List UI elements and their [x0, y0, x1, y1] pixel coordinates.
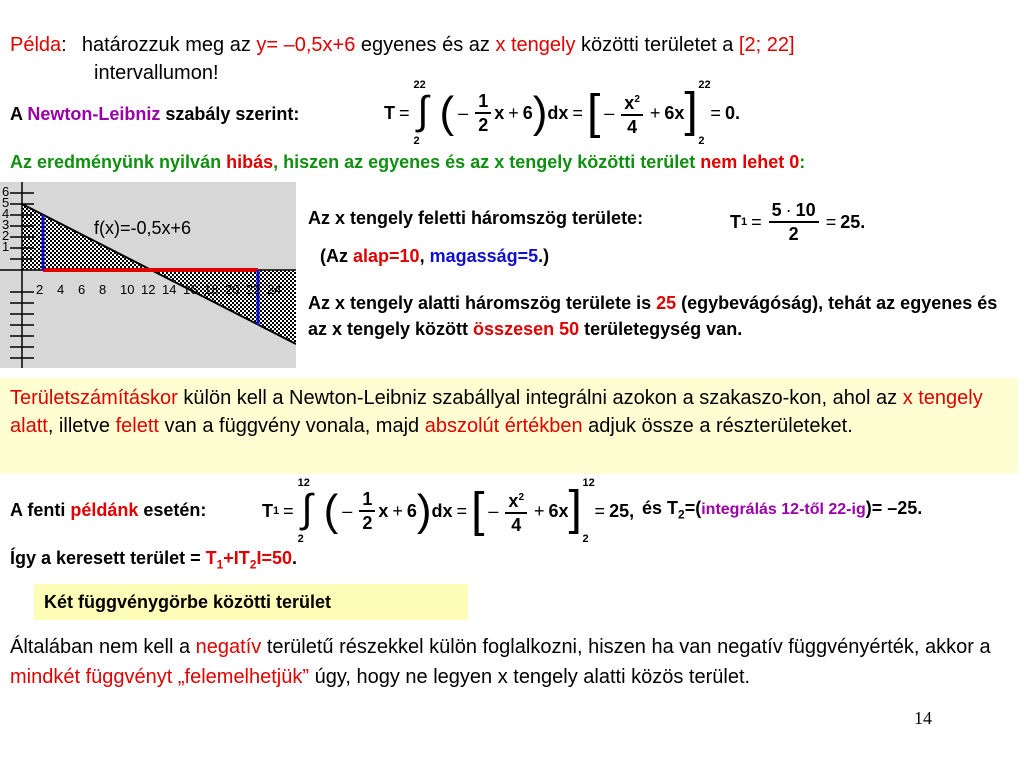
bh-close: .): [538, 246, 550, 266]
tb-t1: Az x tengely alatti háromszög területe is: [308, 293, 657, 313]
t2-close: )= –25.: [865, 498, 923, 518]
wrong-t2: , hiszen az egyenes és az x tengely közötti terület: [273, 152, 701, 172]
tb-25: 25: [656, 293, 677, 313]
intro-xaxis: x tengely: [495, 34, 576, 56]
intro-text-2: egyenes és az: [355, 34, 496, 56]
ex-pel: példánk: [70, 500, 139, 520]
y-tick: 5: [2, 195, 10, 210]
t2-line: [642, 498, 922, 522]
page-number: 14: [914, 708, 932, 728]
t2-eqopen: =(: [684, 498, 702, 518]
f2-x2-sup: 2: [518, 491, 524, 503]
f1-upper: 22: [413, 79, 426, 91]
result-line: [10, 548, 297, 572]
y-tick: 1: [2, 239, 10, 254]
x-tick-labels: [36, 282, 285, 297]
bh-alap: alap=10: [353, 246, 420, 266]
intro-line-1: [10, 34, 1020, 57]
f2-6x: 6x: [548, 500, 569, 521]
f2-result: 25,: [609, 500, 635, 521]
graph-func-label: f(x)=: [94, 218, 131, 238]
nl-rest: szabály szerint:: [160, 104, 300, 124]
section-title: Két függvénygörbe közötti terület: [34, 584, 468, 620]
t1-eq: =: [751, 211, 762, 232]
wrong-notzero: nem lehet 0: [700, 152, 800, 172]
f2-minus2: –: [488, 500, 499, 521]
f2-sub: 1: [273, 505, 280, 517]
nl-name: Newton-Leibniz: [27, 104, 161, 124]
f1-six: 6: [522, 102, 533, 123]
t2-sub: 2: [678, 507, 685, 522]
t1-num-b: 10: [795, 200, 816, 220]
f1-x: x: [494, 102, 505, 123]
graph-func-expr: -0,5x+6: [130, 218, 192, 238]
t1-frac: [769, 199, 819, 245]
note-w2: x tengely alatt: [10, 387, 983, 437]
gen-t2: területű részekkel külön foglalkozni, hiszen ha van negatív függvényérték, akkor a: [261, 636, 991, 658]
note-t1: külön kell a Newton-Leibniz szabállyal integrálni azokon a szakaszo-kon, ahol az: [177, 387, 903, 409]
res-end: I=50: [256, 548, 293, 568]
gen-t1: Általában nem kell a: [10, 636, 196, 658]
formula-2: T 1 = 12 ∫ 2 ( – $\frac{1}{2}$ x + 6 ) dx = [ – $\frac{x^2}{4}$ + 6x ] 12 2 = 25,: [262, 477, 635, 545]
t1-sub: 1: [741, 216, 748, 228]
res-T: T: [205, 548, 217, 568]
f1-eq: =: [399, 102, 410, 123]
f1-result: 0.: [724, 102, 740, 123]
intro-function: y= –0,5x+6: [256, 34, 356, 56]
x-tick: 24: [267, 282, 282, 297]
intro-interval: [2; 22]: [738, 34, 795, 56]
f2-x: x: [378, 500, 389, 521]
f2-x2-num: x: [508, 490, 519, 511]
res-mid: +IT: [223, 548, 250, 568]
f2-x2-den: 4: [511, 514, 522, 535]
note-w3: felett: [115, 415, 159, 437]
tb-t3: területegység van.: [579, 319, 743, 339]
f1-frac2: [621, 89, 643, 138]
f1-plus2: +: [649, 102, 661, 123]
f1-plus: +: [508, 102, 519, 123]
base-height-line: [320, 246, 549, 267]
res-s2: 2: [249, 557, 257, 572]
f1-x2-num: x: [624, 92, 635, 113]
f2-bracket-low: 2: [582, 533, 589, 545]
f2-dx: dx: [431, 500, 453, 521]
note-t3: van a függvény vonala, majd: [158, 415, 425, 437]
f2-eq2: =: [456, 500, 468, 521]
gen-t3: úgy, hogy ne legyen x tengely alatti közös terület.: [309, 666, 751, 688]
ex-a: A fenti: [10, 500, 71, 520]
f1-frac-den: 2: [478, 115, 489, 135]
intro-text-1: határozzuk meg az: [76, 34, 257, 56]
wrong-colon: :: [799, 152, 806, 172]
graph-function-label: [94, 218, 191, 239]
tb-total: összesen 50: [473, 319, 580, 339]
x-tick: 14: [162, 282, 177, 297]
example-label-line: [10, 500, 206, 521]
y-tick: 4: [2, 206, 10, 221]
bh-comma: ,: [419, 246, 430, 266]
tri-below-text: [308, 290, 1020, 342]
y-tick: 6: [2, 184, 10, 199]
x-tick: 10: [120, 282, 135, 297]
f2-frac-den: 2: [362, 513, 373, 533]
t1-dot: ·: [785, 200, 792, 220]
f1-minus2: –: [604, 102, 615, 123]
f1-frac: [475, 90, 491, 136]
f2-bracket-up: 12: [582, 477, 595, 489]
bh-open: (Az: [320, 246, 353, 266]
t1-res: 25.: [840, 211, 866, 232]
nl-a: A: [10, 104, 28, 124]
y-tick: 2: [2, 228, 10, 243]
f1-6x: 6x: [664, 102, 685, 123]
f2-plus2: +: [534, 500, 545, 521]
t1-num-a: 5: [771, 200, 782, 220]
f2-lower: 2: [297, 533, 304, 545]
f1-frac-num: 1: [475, 90, 491, 114]
note-box: [0, 378, 1018, 474]
x-tick: 22: [246, 282, 261, 297]
f2-frac: [359, 488, 375, 534]
wrong-t1: Az eredményünk nyilván: [10, 152, 227, 172]
gen-both: mindkét függvényt „felemelhetjük”: [10, 666, 310, 688]
f2-frac2: [505, 487, 527, 536]
intro-colon: :: [61, 34, 67, 56]
wrong-result-line: [10, 152, 805, 173]
x-tick: 20: [225, 282, 240, 297]
formula-1: T = 22 ∫ 2 ( – $\frac{1}{2}$ x + 6 ) dx = [ – $\frac{x^2}{4}$ + 6x ] 22 2 = 0.: [384, 79, 740, 147]
intro-text-3: közötti területet a: [575, 34, 739, 56]
tri-above-formula: [730, 194, 865, 250]
f1-x2-sup: 2: [634, 93, 640, 105]
integral-sign: 22 ∫ 2: [413, 79, 429, 147]
tri-above-text: Az x tengely feletti háromszög területe:: [308, 208, 644, 228]
f2-frac-num: 1: [359, 488, 375, 512]
t2-integ: integrálás 12-től 22-ig: [701, 501, 866, 518]
x-tick: 16: [183, 282, 198, 297]
t1-T: T: [730, 211, 741, 232]
x-tick: 12: [141, 282, 156, 297]
f2-minus: –: [342, 500, 353, 521]
nl-rule-label: [10, 104, 299, 125]
f1-eq3: =: [710, 102, 721, 123]
res-t1: Így a keresett terület =: [10, 548, 206, 568]
general-paragraph: [10, 632, 1020, 692]
bh-mag: magasság=5: [429, 246, 539, 266]
note-w1: Területszámításkor: [10, 387, 178, 409]
graph-svg: [0, 182, 296, 368]
x-tick: 8: [99, 282, 107, 297]
f1-x2-den: 4: [627, 116, 638, 137]
t1-den: 2: [788, 224, 799, 244]
f1-T: T: [384, 102, 395, 123]
f1-dx: dx: [547, 102, 569, 123]
f1-minus: –: [458, 102, 469, 123]
f2-upper: 12: [297, 477, 310, 489]
t1-eq2: =: [825, 211, 837, 232]
f2-eq3: =: [594, 500, 606, 521]
intro-line-2: intervallumon!: [94, 62, 219, 84]
f2-T: T: [262, 500, 273, 521]
x-tick: 6: [78, 282, 86, 297]
f2-eq: =: [283, 500, 294, 521]
gen-neg: negatív: [195, 636, 262, 658]
f1-bracket-up: 22: [698, 79, 711, 91]
res-dot: .: [292, 548, 298, 568]
res-s1: 1: [216, 557, 224, 572]
f2-plus: +: [392, 500, 403, 521]
x-tick: 18: [204, 282, 219, 297]
wrong-bad: hibás: [226, 152, 274, 172]
x-tick: 2: [36, 282, 44, 297]
ex-rest: esetén:: [138, 500, 207, 520]
f1-lower: 2: [413, 135, 420, 147]
t2-pre: és T: [642, 498, 679, 518]
note-t2: , illetve: [47, 415, 116, 437]
y-tick: 3: [2, 217, 10, 232]
f1-bracket-low: 2: [698, 135, 705, 147]
tb-t2: (egybevágóság), tehát az egyenes és az x tengely között: [308, 293, 998, 339]
x-tick: 4: [57, 282, 65, 297]
f1-eq2: =: [572, 102, 583, 123]
res-formula: [205, 548, 293, 572]
f2-six: 6: [406, 500, 417, 521]
integral-sign-2: 12 ∫ 2: [297, 477, 313, 545]
note-w4: abszolút értékben: [424, 415, 583, 437]
example-label: Példa: [10, 34, 62, 56]
y-tick-labels: [2, 186, 14, 252]
note-t4: adjuk össze a részterületeket.: [582, 415, 853, 437]
function-graph: [0, 182, 296, 368]
